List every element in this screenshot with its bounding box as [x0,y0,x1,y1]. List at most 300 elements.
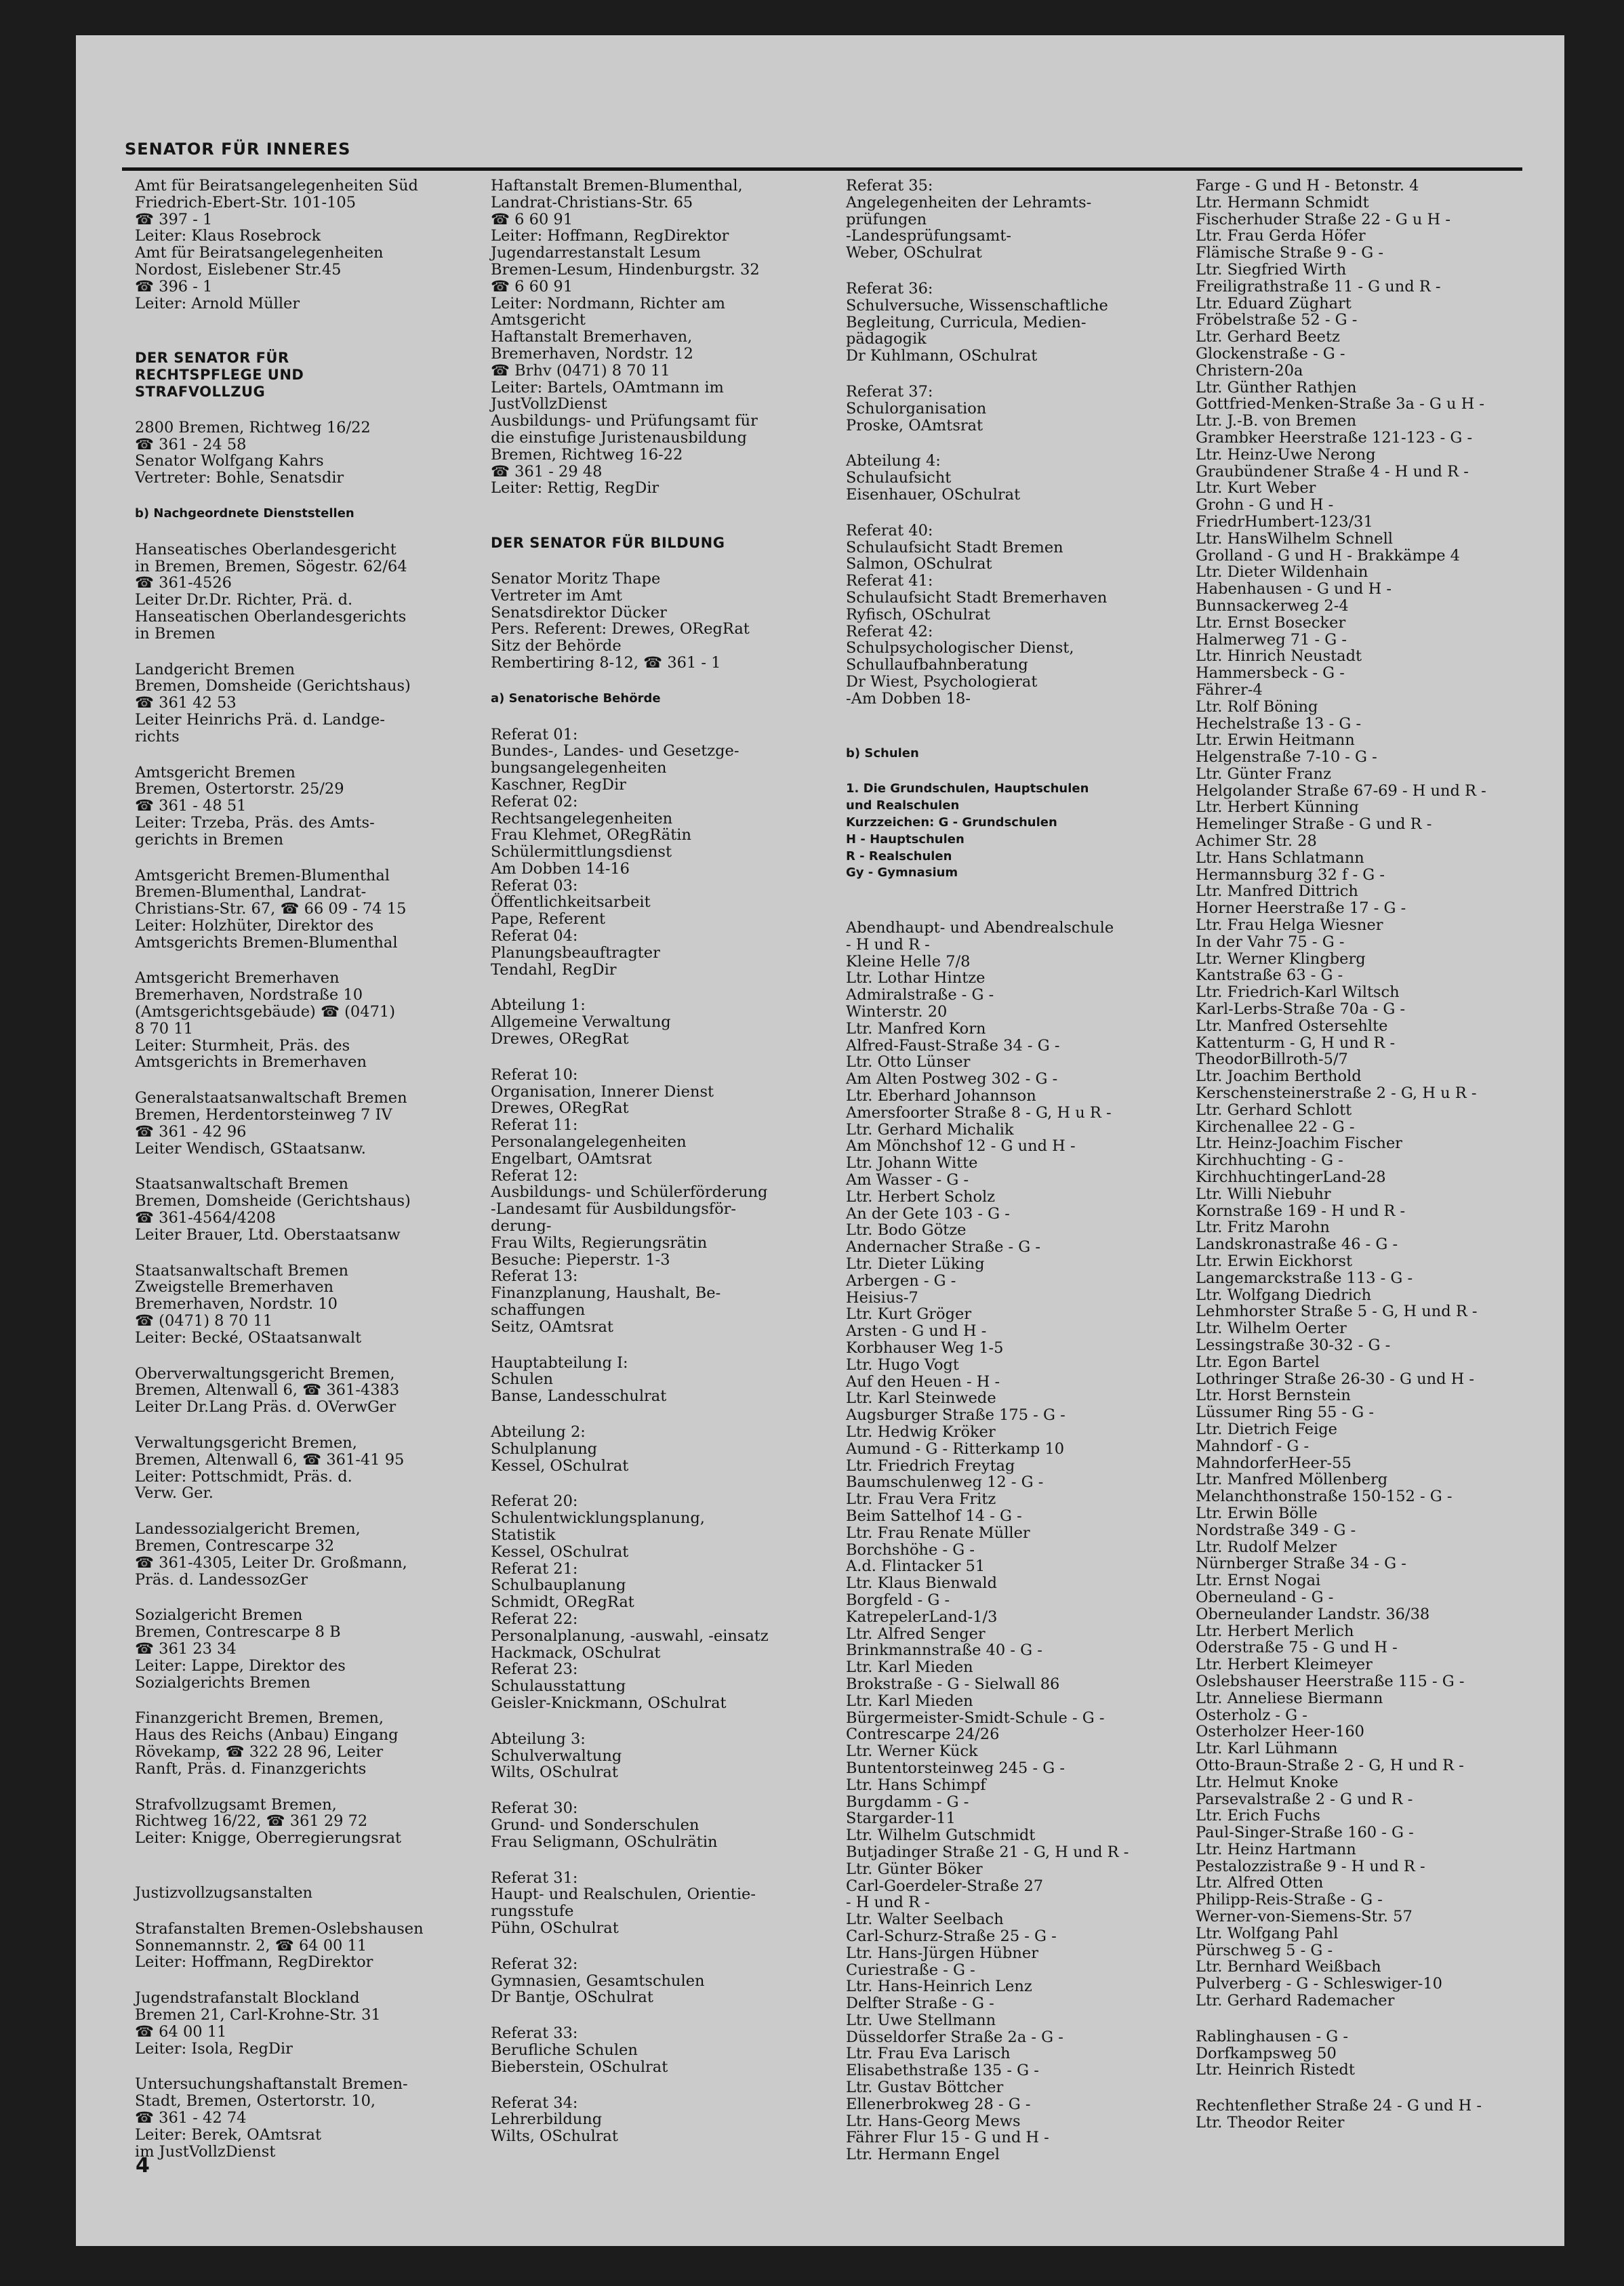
text-line: ☎ 361 42 53 [135,694,237,712]
text-line: Ltr. Heinz-Joachim Fischer [1196,1135,1402,1153]
line-gap [491,2006,843,2025]
subsection-heading: und Realschulen [846,798,960,813]
text-line: Bremerhaven, Nordstr. 10 [135,1295,338,1313]
text-line: Ltr. Karl Mieden [846,1692,973,1710]
text-line: Mahndorf - G - [1196,1437,1310,1455]
text-line: Contrescarpe 24/26 [846,1726,1000,1744]
text-line: Sozialgerichts Bremen [135,1673,310,1692]
text-line: Referat 41: [846,572,933,590]
text-line: Ltr. Hans-Heinrich Lenz [846,1978,1032,1996]
text-line: Referat 11: [491,1116,578,1135]
line-gap [135,746,487,764]
text-line: Ltr. Theodor Reiter [1196,2114,1345,2132]
text-line: Präs. d. LandessozGer [135,1570,308,1589]
text-line: Schulplanung [491,1440,598,1458]
text-line: Horner Heerstraße 17 - G - [1196,899,1406,918]
subsection-heading: a) Senatorische Behörde [491,691,661,706]
text-line: Ltr. Eduard Züghart [1196,294,1352,312]
text-line: ☎ Brhv (0471) 8 70 11 [491,361,670,380]
text-line: Haupt- und Realschulen, Orientie- [491,1885,756,1904]
text-line: Fährer Flur 15 - G und H - [846,2129,1049,2147]
text-line: Am Wasser - G - [846,1171,969,1189]
text-line: Tendahl, RegDir [491,960,617,979]
section-heading: DER SENATOR FÜR [135,350,289,367]
text-line: Generalstaatsanwaltschaft Bremen [135,1089,407,1107]
text-line: Helgenstraße 7-10 - G - [1196,748,1377,767]
line-gap [846,434,1185,453]
text-line: Senator Wolfgang Kahrs [135,452,324,470]
line-gap [491,1336,843,1355]
text-line: Leiter: Klaus Rosebrock [135,227,321,245]
line-gap [135,849,487,868]
text-line: KatrepelerLand-1/3 [846,1608,998,1626]
text-line: Ltr. Willi Niebuhr [1196,1185,1331,1203]
text-line: Dr Wiest, Psychologierat [846,672,1038,691]
text-line: Ausbildungs- und Schülerförderung [491,1183,768,1202]
text-line: Bremen, Contrescarpe 32 [135,1537,335,1555]
line-gap [491,1048,843,1067]
line-gap [1196,2009,1548,2028]
text-line: Rechtsangelegenheiten [491,809,673,828]
text-line: Kessel, OSchulrat [491,1543,629,1561]
line-gap [135,1244,487,1263]
text-line: Stadt, Bremen, Ostertorstr. 10, [135,2092,376,2110]
subsection-heading: 1. Die Grundschulen, Hauptschulen [846,781,1089,796]
text-line: Geisler-Knickmann, OSchulrat [491,1694,727,1712]
text-line: MahndorferHeer-55 [1196,1454,1352,1472]
text-line: Kirchhuchting - G - [1196,1151,1343,1170]
text-line: Ltr. Lothar Hintze [846,969,986,987]
section-heading: DER SENATOR FÜR BILDUNG [491,535,725,552]
text-line: Bremen, Richtweg 16-22 [491,445,683,464]
text-line: Freiligrathstraße 11 - G und R - [1196,277,1441,295]
line-gap [491,1405,843,1424]
line-gap [491,1937,843,1956]
text-line: Ltr. Kurt Gröger [846,1305,972,1324]
text-line: Ltr. Alfred Otten [1196,1874,1324,1892]
line-gap [491,708,843,727]
text-line: ☎ 361 23 34 [135,1639,237,1658]
text-line: Weber, OSchulrat [846,244,982,262]
text-line: 8 70 11 [135,1019,193,1038]
text-line: Pühn, OSchulrat [491,1919,619,1937]
text-line: schaffungen [491,1301,586,1320]
text-line: Ltr. Wolfgang Diedrich [1196,1286,1372,1304]
line-gap [846,708,1185,727]
line-gap [135,1347,487,1366]
text-line: Referat 30: [491,1799,578,1818]
text-line: Bieberstein, OSchulrat [491,2058,668,2076]
text-line: Lüssumer Ring 55 - G - [1196,1404,1375,1422]
text-line: Butjadinger Straße 21 - G, H und R - [846,1843,1129,1861]
section-heading: RECHTSPFLEGE UND [135,367,304,384]
text-line: Christians-Str. 67, ☎ 66 09 - 74 15 [135,900,407,918]
text-line: Ltr. Herbert Kleimeyer [1196,1656,1373,1674]
line-gap [135,1902,487,1921]
text-line: Ltr. Eberhard Johannson [846,1087,1036,1105]
text-line: Achimer Str. 28 [1196,832,1317,851]
text-line: Seitz, OAmtsrat [491,1318,613,1336]
text-line: Lothringer Straße 26-30 - G und H - [1196,1370,1475,1388]
text-line: Abendhaupt- und Abendrealschule [846,919,1114,937]
text-line: - H und R - [846,1894,930,1912]
text-line: Kaschner, RegDir [491,775,626,794]
text-line: Oberneulander Landstr. 36/38 [1196,1605,1430,1623]
text-line: Hemelinger Straße - G und R - [1196,815,1432,834]
text-line: Referat 01: [491,725,578,743]
text-line: Hammersbeck - G - [1196,664,1345,682]
text-line: Ltr. Herbert Künning [1196,798,1359,817]
text-line: ☎ 361 - 42 74 [135,2108,247,2127]
text-line: Ltr. Wolfgang Pahl [1196,1924,1339,1942]
text-line: Ltr. Gerhard Schlott [1196,1101,1352,1119]
text-line: Leiter: Trzeba, Präs. des Amts- [135,813,375,832]
text-line: Ltr. Rudolf Melzer [1196,1538,1337,1556]
text-line: Ryfisch, OSchulrat [846,605,991,624]
text-line: Ltr. Hugo Vogt [846,1355,959,1374]
text-line: Zweigstelle Bremerhaven [135,1278,334,1297]
text-line: Schulentwicklungsplanung, [491,1509,705,1528]
text-line: Bremen, Domsheide (Gerichtshaus) [135,1192,411,1210]
text-line: Senatsdirektor Dücker [491,603,667,621]
text-line: Landgericht Bremen [135,660,295,678]
text-line: Sitz der Behörde [491,637,622,655]
line-gap [1196,2079,1548,2098]
text-line: Ltr. Karl Steinwede [846,1389,996,1408]
text-line: Statistik [491,1526,556,1544]
text-line: Graubündener Straße 4 - H und R - [1196,462,1469,481]
text-line: Ltr. Hans Schlatmann [1196,849,1364,867]
text-line: Helgolander Straße 67-69 - H und R - [1196,781,1486,800]
text-line: rungsstufe [491,1902,574,1921]
text-line: Fährer-4 [1196,680,1263,699]
text-line: ☎ 361 - 48 51 [135,797,247,815]
page-header: SENATOR FÜR INNERES [125,140,351,159]
text-line: Ltr. Hermann Engel [846,2146,1000,2164]
text-line: Andernacher Straße - G - [846,1238,1041,1257]
column-2 [491,178,843,2145]
text-line: Wilts, OSchulrat [491,1763,618,1782]
line-gap [846,365,1185,384]
text-line: Rechtenflether Straße 24 - G und H - [1196,2097,1482,2115]
text-line: Pürschweg 5 - G - [1196,1941,1333,1959]
line-gap [846,262,1185,281]
text-line: Kessel, OSchulrat [491,1456,629,1475]
subsection-heading: Gy - Gymnasium [846,865,958,880]
text-line: Ltr. Werner Kück [846,1742,978,1761]
text-line: Ltr. Werner Klingberg [1196,950,1366,968]
text-line: Leiter: Knigge, Oberregierungsrat [135,1829,402,1848]
text-line: Brinkmannstraße 40 - G - [846,1641,1042,1660]
text-line: ☎ (0471) 8 70 11 [135,1312,273,1330]
text-line: Ltr. Wilhelm Oerter [1196,1320,1347,1338]
text-line: Strafanstalten Bremen-Oslebshausen [135,1919,424,1938]
line-gap [135,1588,487,1607]
text-line: Hechelstraße 13 - G - [1196,714,1362,733]
text-line: Schulpsychologischer Dienst, [846,639,1074,657]
text-line: Ltr. Manfred Dittrich [1196,882,1358,901]
text-line: Lehrerbildung [491,2110,603,2129]
text-line: Ltr. Uwe Stellmann [846,2011,996,2029]
text-line: Jugendarrestanstalt Lesum [491,244,701,262]
text-line: Planungsbeauftragter [491,943,660,962]
text-line: Bürgermeister-Smidt-Schule - G - [846,1709,1105,1727]
text-line: Schulverwaltung [491,1747,622,1765]
text-line: Bremen 21, Carl-Krohne-Str. 31 [135,2005,381,2024]
text-line: in Bremen [135,624,216,642]
text-line: Landrat-Christians-Str. 65 [491,193,693,211]
line-gap [135,1691,487,1710]
text-line: Referat 02: [491,792,578,811]
text-line: Ltr. Alfred Senger [846,1625,986,1643]
text-line: Hackmack, OSchulrat [491,1644,661,1662]
text-line: Bunnsackerweg 2-4 [1196,596,1349,615]
line-gap [491,2076,843,2095]
text-line: Ltr. Hermann Schmidt [1196,193,1369,211]
text-line: Ellenerbrokweg 28 - G - [846,2095,1031,2113]
text-line: Ltr. Hinrich Neustadt [1196,647,1362,666]
text-line: Grund- und Sonderschulen [491,1816,699,1834]
text-line: Ltr. Dieter Lüking [846,1255,985,1273]
text-line: (Amtsgerichtsgebäude) ☎ (0471) [135,1003,395,1021]
text-line: FriedrHumbert-123/31 [1196,512,1373,531]
text-line: Pulverberg - G - Schleswiger-10 [1196,1975,1442,1993]
text-line: Ltr. Manfred Korn [846,1019,986,1038]
line-gap [491,1781,843,1800]
text-line: Ltr. Frau Vera Fritz [846,1490,996,1509]
text-line: Pestalozzistraße 9 - H und R - [1196,1857,1425,1875]
text-line: Beim Sattelhof 14 - G - [846,1507,1022,1525]
text-line: Farge - G und H - Betonstr. 4 [1196,177,1419,195]
text-line: Referat 37: [846,382,933,401]
text-line: -Landesprüfungsamt- [846,227,1012,245]
text-line: Kornstraße 169 - H und R - [1196,1202,1406,1220]
text-line: Vertreter: Bohle, Senatsdir [135,469,344,487]
line-gap [491,1712,843,1731]
line-gap [491,672,843,691]
section-heading: STRAFVOLLZUG [135,383,266,400]
text-line: Osterholz - G - [1196,1706,1307,1724]
text-line: Bremen, Altenwall 6, ☎ 361-41 95 [135,1450,405,1469]
text-line: Buntentorsteinweg 245 - G - [846,1759,1065,1777]
text-line: Allgemeine Verwaltung [491,1013,671,1032]
text-line: Ltr. Frau Helga Wiesner [1196,916,1383,935]
line-gap [491,1851,843,1870]
text-line: Schulaufsicht Stadt Bremerhaven [846,588,1108,607]
text-line: Referat 42: [846,622,933,640]
text-line: Landskronastraße 46 - G - [1196,1236,1398,1254]
text-line: Baumschulenweg 12 - G - [846,1473,1044,1492]
text-line: ☎ 361-4305, Leiter Dr. Großmann, [135,1553,407,1572]
text-line: Delfter Straße - G - [846,1995,994,2013]
text-line: Finanzgericht Bremen, Bremen, [135,1709,384,1728]
subsection-heading: b) Schulen [846,746,919,760]
text-line: Ltr. Erich Fuchs [1196,1807,1320,1825]
text-line: Ltr. Fritz Marohn [1196,1219,1330,1237]
text-line: ☎ 64 00 11 [135,2022,227,2041]
text-line: Oderstraße 75 - G und H - [1196,1639,1398,1657]
text-line: Kattenturm - G, H und R - [1196,1034,1396,1052]
text-line: ☎ 397 - 1 [135,210,213,228]
text-line: Bremen-Blumenthal, Landrat- [135,883,367,901]
text-line: Alfred-Faust-Straße 34 - G - [846,1036,1060,1055]
text-line: Leiter: Pottschmidt, Präs. d. [135,1467,352,1486]
text-line: Carl-Goerdeler-Straße 27 [846,1877,1044,1895]
text-line: Amtsgericht [491,311,586,329]
text-line: Ltr. Friedrich Freytag [846,1456,1015,1475]
page-number: 4 [136,2154,150,2178]
text-line: Schulaufsicht [846,469,952,487]
text-line: Bremen, Herdentorsteinweg 7 IV [135,1106,392,1124]
text-line: Gymnasien, Gesamtschulen [491,1972,705,1990]
text-line: Karl-Lerbs-Straße 70a - G - [1196,1000,1406,1019]
text-line: Ltr. Wilhelm Gutschmidt [846,1826,1036,1845]
text-line: Schulen [491,1370,553,1389]
text-line: im JustVollzDienst [135,2142,276,2161]
line-gap [135,2057,487,2076]
text-line: Ltr. Hedwig Kröker [846,1423,996,1441]
text-line: Ltr. Anneliese Biermann [1196,1689,1383,1707]
line-gap [135,331,487,350]
text-line: Pers. Referent: Drewes, ORegRat [491,620,750,638]
text-line: Ltr. Friedrich-Karl Wiltsch [1196,983,1400,1002]
text-line: Bremen-Lesum, Hindenburgstr. 32 [491,260,760,279]
text-line: Ltr. Dieter Wildenhain [1196,563,1368,581]
text-line: Philipp-Reis-Straße - G - [1196,1891,1383,1909]
text-line: Referat 40: [846,521,933,539]
text-line: Hauptabteilung I: [491,1353,628,1372]
text-line: Bremen, Contrescarpe 8 B [135,1623,341,1641]
text-line: Kleine Helle 7/8 [846,952,971,971]
text-line: Amersfoorter Straße 8 - G, H u R - [846,1103,1112,1122]
text-line: Leiter: Holzhüter, Direktor des [135,916,374,935]
text-line: Ltr. Egon Bartel [1196,1353,1320,1371]
text-line: Rövekamp, ☎ 322 28 96, Leiter [135,1742,384,1761]
text-line: Referat 33: [491,2024,578,2043]
text-line: Ltr. Bernhard Weißbach [1196,1958,1381,1976]
text-line: ☎ 6 60 91 [491,277,573,295]
text-line: Pape, Referent [491,910,606,928]
text-line: bungsangelegenheiten [491,759,667,777]
text-line: Frau Seligmann, OSchulrätin [491,1833,718,1851]
line-gap [135,1157,487,1176]
line-gap [135,951,487,970]
text-line: Abteilung 1: [491,996,586,1015]
text-line: Schülermittlungsdienst [491,843,672,861]
text-line: Ltr. Gerhard Michalik [846,1120,1014,1139]
text-line: Referat 04: [491,927,578,945]
text-line: Begleitung, Curricula, Medien- [846,313,1087,331]
line-gap [135,1866,487,1885]
text-line: Leiter: Arnold Müller [135,294,300,312]
line-gap [135,1971,487,1990]
text-line: Ltr. Heinrich Ristedt [1196,2061,1355,2079]
text-line: Auf den Heuen - H - [846,1372,1000,1391]
line-gap [846,901,1185,920]
text-line: Leiter: Lappe, Direktor des [135,1656,346,1675]
text-line: ☎ 361-4564/4208 [135,1209,276,1227]
text-line: Referat 23: [491,1660,578,1679]
text-line: Ltr. Gerhard Rademacher [1196,1992,1395,2010]
text-line: Ltr. Johann Witte [846,1154,978,1172]
text-line: Referat 34: [491,2094,578,2112]
text-line: Ltr. Ernst Bosecker [1196,613,1346,632]
text-line: Carl-Schurz-Straße 25 - G - [846,1927,1057,1945]
text-line: Verw. Ger. [135,1484,214,1503]
text-line: richts [135,727,180,746]
line-gap [846,727,1185,746]
text-line: Kirchenallee 22 - G - [1196,1118,1355,1136]
text-line: Untersuchungshaftanstalt Bremen- [135,2075,408,2094]
text-line: Arsten - G und H - [846,1322,987,1341]
text-line: Amt für Beiratsangelegenheiten Süd [135,177,418,195]
text-line: Referat 10: [491,1065,578,1084]
text-line: Leiter Dr.Lang Präs. d. OVerwGer [135,1398,397,1416]
text-line: Ltr. Erwin Eickhorst [1196,1252,1353,1270]
text-line: Abteilung 2: [491,1423,586,1441]
line-gap [135,1778,487,1797]
text-line: 2800 Bremen, Richtweg 16/22 [135,418,371,436]
text-line: Abteilung 3: [491,1730,586,1748]
line-gap [491,516,843,535]
text-line: Ltr. J.-B. von Bremen [1196,412,1357,430]
text-line: Ltr. Erwin Heitmann [1196,731,1355,750]
text-line: -Landesamt für Ausbildungsför- [491,1200,737,1219]
text-line: Haftanstalt Bremerhaven, [491,328,693,346]
text-line: Melanchthonstraße 150-152 - G - [1196,1488,1453,1506]
text-line: Banse, Landesschulrat [491,1387,667,1406]
text-line: Jugendstrafanstalt Blockland [135,1989,360,2007]
text-line: Referat 20: [491,1492,578,1511]
text-line: Amtsgericht Bremen [135,763,296,781]
line-gap [135,1502,487,1521]
column-1 [135,178,487,2160]
text-line: Amtsgericht Bremerhaven [135,969,340,987]
text-line: Hermannsburg 32 f - G - [1196,865,1385,884]
text-line: Ltr. Dietrich Feige [1196,1420,1337,1438]
text-line: - H und R - [846,935,930,954]
text-line: ☎ 361 - 24 58 [135,435,247,453]
text-line: Eisenhauer, OSchulrat [846,485,1021,504]
text-line: Bremen, Altenwall 6, ☎ 361-4383 [135,1381,400,1400]
line-gap [491,497,843,516]
text-line: Am Mönchshof 12 - G und H - [846,1137,1076,1156]
text-line: Leiter Wendisch, GStaatsanw. [135,1139,366,1158]
text-line: Lessingstraße 30-32 - G - [1196,1336,1391,1354]
text-line: Dr Kuhlmann, OSchulrat [846,347,1038,365]
text-line: Strafvollzugsamt Bremen, [135,1795,337,1814]
text-line: Senator Moritz Thape [491,569,661,588]
text-line: JustVollzDienst [491,395,607,413]
text-line: Amtsgerichts Bremen-Blumenthal [135,933,398,952]
text-line: pädagogik [846,330,927,348]
text-line: Ltr. Karl Mieden [846,1658,973,1677]
text-line: Sonnemannstr. 2, ☎ 64 00 11 [135,1936,367,1955]
text-line: Lehmhorster Straße 5 - G, H und R - [1196,1303,1478,1321]
text-line: Aumund - G - Ritterkamp 10 [846,1440,1065,1458]
text-line: Dr Bantje, OSchulrat [491,1988,653,2007]
text-line: In der Vahr 75 - G - [1196,933,1345,951]
subsection-heading: H - Hauptschulen [846,832,965,846]
text-line: Sozialgericht Bremen [135,1606,303,1625]
text-line: Ltr. Herbert Merlich [1196,1622,1354,1640]
text-line: Amt für Beiratsangelegenheiten [135,244,384,262]
text-line: Elisabethstraße 135 - G - [846,2062,1039,2080]
text-line: Proske, OAmtsrat [846,416,983,434]
text-line: Hanseatisches Oberlandesgericht [135,540,397,558]
text-line: Ltr. Hans Schimpf [846,1776,986,1794]
text-line: Glockenstraße - G - [1196,344,1345,363]
